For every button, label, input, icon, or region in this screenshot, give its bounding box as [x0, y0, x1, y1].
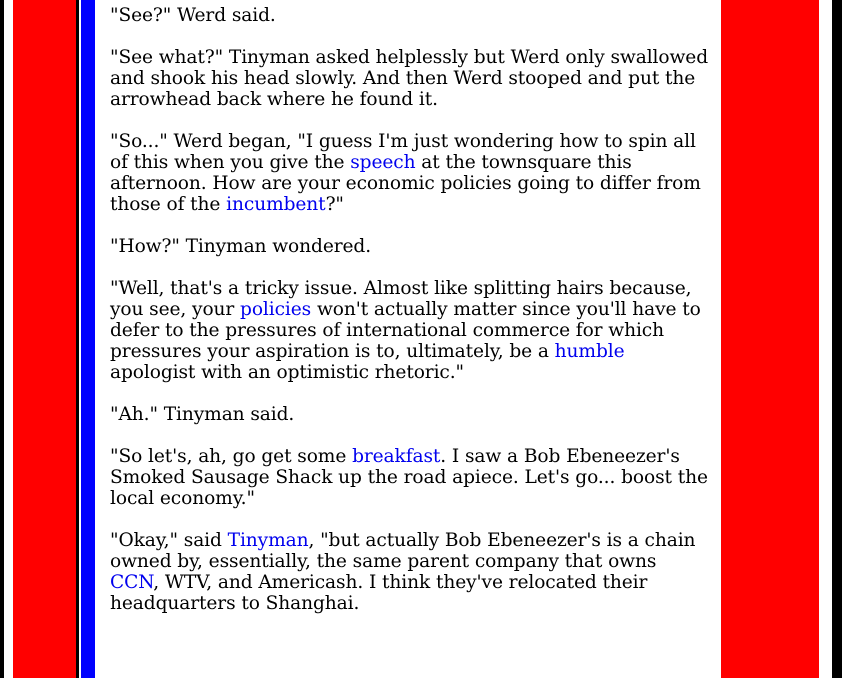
right-white-stripe: [819, 0, 832, 678]
paragraph-2: "See what?" Tinyman asked helplessly but Werd only swallowed and shook his head slowly. And then Werd stooped and put the arrowhead back where he found it.: [110, 47, 708, 110]
paragraph-8-text-a: "Okay," said: [110, 530, 228, 551]
paragraph-8-text-b: , "but actually Bob Ebeneezer's is a chain owned by, essentially, the same parent company that owns: [110, 530, 696, 572]
story-column: [99, 0, 721, 678]
paragraph-7: [110, 446, 710, 509]
link-speech[interactable]: speech: [350, 152, 416, 173]
paragraph-3: [110, 131, 710, 215]
blue-bar: [81, 0, 95, 678]
paragraph-3-text-b: at the townsquare this afternoon. How are your economic policies going to differ from those of the: [110, 152, 701, 215]
paragraph-5-text-c: apologist with an optimistic rhetoric.": [110, 362, 465, 383]
paragraph-5-text-a: "Well, that's a tricky issue. Almost like splitting hairs because, you see, your: [110, 278, 692, 320]
right-red-stripe: [721, 0, 819, 678]
story-text: [99, 0, 710, 614]
link-ccn[interactable]: CCN: [110, 572, 154, 593]
paragraph-1: "See?" Werd said.: [110, 5, 276, 26]
left-red-stripe: [13, 0, 76, 678]
link-tinyman[interactable]: Tinyman: [227, 530, 309, 551]
left-white-stripe: [4, 0, 13, 678]
paragraph-3-text-c: ?": [325, 194, 344, 215]
paragraph-5: [110, 278, 710, 383]
paragraph-8-text-c: , WTV, and Americash. I think they've relocated their headquarters to Shanghai.: [110, 572, 648, 614]
paragraph-7-text-b: . I saw a Bob Ebeneezer's Smoked Sausage Shack up the road apiece. Let's go... boost the local economy.": [110, 446, 708, 509]
right-black-stripe: [832, 0, 842, 678]
paragraph-4: "How?" Tinyman wondered.: [110, 236, 372, 257]
link-breakfast[interactable]: breakfast: [352, 446, 441, 467]
link-policies[interactable]: policies: [240, 299, 312, 320]
paragraph-7-text-a: "So let's, ah, go get some: [110, 446, 353, 467]
paragraph-6: "Ah." Tinyman said.: [110, 404, 295, 425]
paragraph-3-text-a: "So..." Werd began, "I guess I'm just wondering how to spin all of this when you give the: [110, 131, 696, 173]
paragraph-5-text-b: won't actually matter since you'll have to defer to the pressures of international commerce for which pressures your aspiration is to, ultimately, be a: [110, 299, 701, 362]
paragraph-8: [110, 530, 710, 614]
link-humble[interactable]: humble: [554, 341, 625, 362]
link-incumbent[interactable]: incumbent: [226, 194, 326, 215]
